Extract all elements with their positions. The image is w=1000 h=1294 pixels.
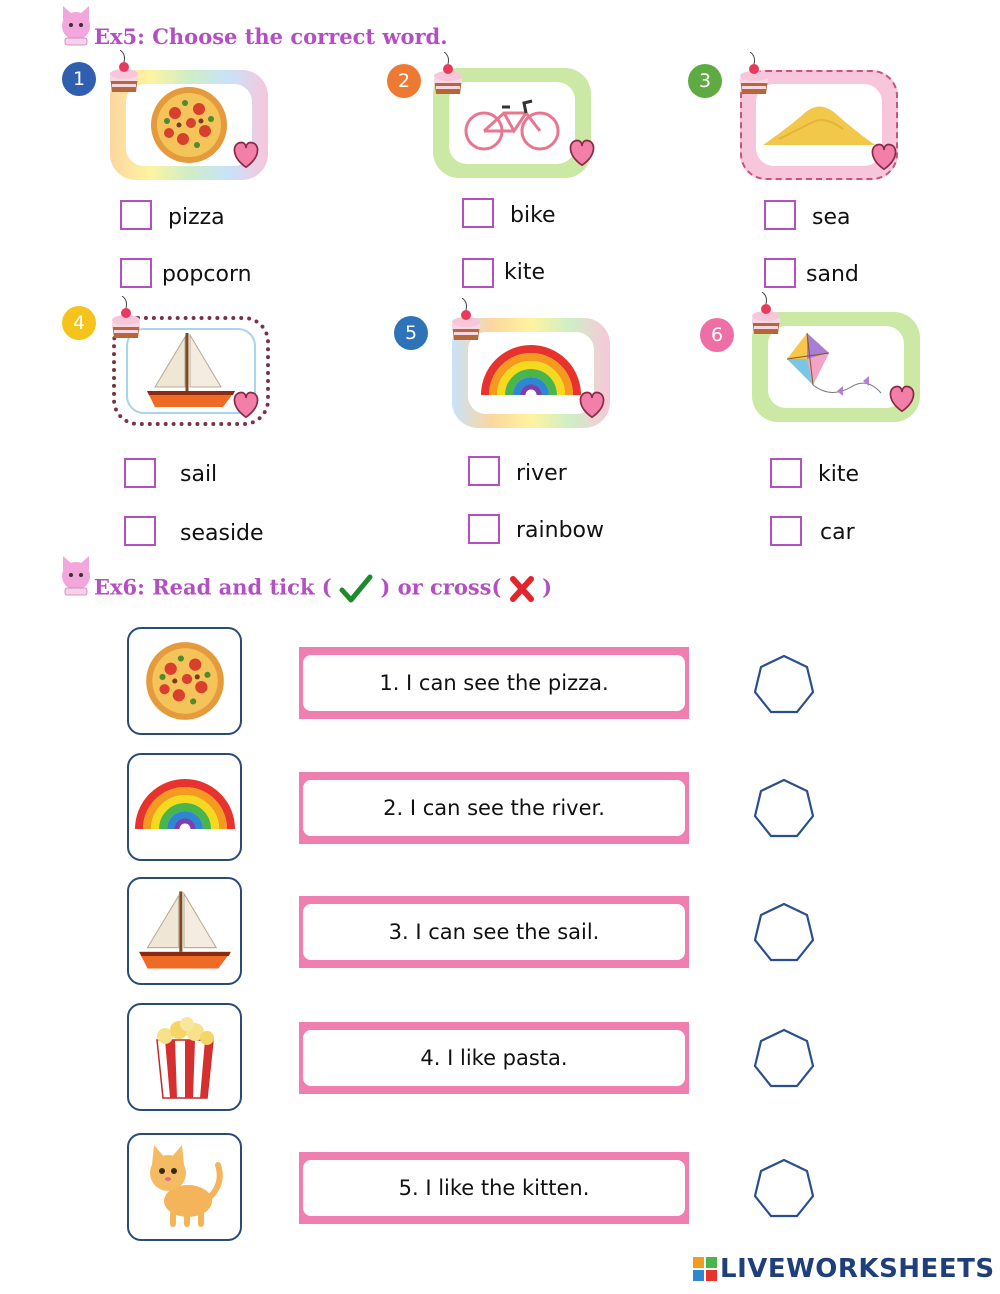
answer-heptagon[interactable] [752,1028,816,1090]
answer-heptagon[interactable] [752,902,816,964]
heart-icon [228,140,264,172]
cupcake-icon [746,292,786,336]
option-label: car [820,520,855,545]
option-label: pizza [168,205,225,230]
checkbox-sand[interactable] [764,258,796,288]
option-label: river [516,461,567,486]
bike-icon [462,93,562,153]
answer-heptagon[interactable] [752,654,816,716]
checkbox-seaside[interactable] [124,516,156,546]
option-label: kite [818,462,860,487]
number-badge: 1 [62,62,96,96]
checkbox-kite[interactable] [462,258,494,288]
logo-text: LIVEWORKSHEETS [720,1254,995,1284]
sentence-frame [299,1022,689,1094]
cupcake-icon [428,52,468,96]
checkbox-pizza[interactable] [120,200,152,230]
ex5-heading: Ex5: Choose the correct word. [94,24,448,49]
checkbox-sea[interactable] [764,200,796,230]
number-badge: 5 [394,316,428,350]
rainbow-icon [135,777,235,837]
cupcake-icon [104,50,144,94]
liveworksheets-logo-icon [692,1256,718,1282]
picture-box [127,1133,242,1241]
rainbow-icon [481,343,581,403]
sentence-frame [299,647,689,719]
option-label: sea [812,205,851,230]
pizza-icon [144,82,234,168]
cupcake-icon [734,52,774,96]
ex6-heading-part: Ex6: Read and tick ( [94,574,332,600]
popcorn-icon [145,1011,225,1103]
option-label: kite [504,260,546,285]
checkbox-bike[interactable] [462,198,494,228]
sentence-frame [299,896,689,968]
option-label: seaside [180,521,264,546]
option-label: sand [806,262,859,287]
kite-icon [781,329,891,405]
ex6-heading [94,574,552,604]
number-badge: 3 [688,64,722,98]
kitten-mascot-icon [56,552,96,600]
sailboat-icon [135,887,235,975]
picture-box [127,877,242,985]
sand-icon [759,95,879,155]
pizza-icon [139,637,231,725]
sentence-text: 4. I like pasta. [303,1030,685,1086]
sentence-text: 1. I can see the pizza. [303,655,685,711]
picture-box [127,753,242,861]
heart-icon [574,390,610,422]
kitten-icon [140,1141,230,1233]
sentence-text: 3. I can see the sail. [303,904,685,960]
checkbox-sail[interactable] [124,458,156,488]
heart-icon [884,384,920,416]
cross-icon [509,575,535,603]
heart-icon [228,390,264,422]
cupcake-icon [106,296,146,340]
checkbox-kite-6[interactable] [770,458,802,488]
picture-box [127,627,242,735]
checkbox-car[interactable] [770,516,802,546]
sentence-text: 2. I can see the river. [303,780,685,836]
liveworksheets-logo[interactable] [692,1254,995,1284]
tick-icon [339,574,373,604]
heart-icon [564,138,600,170]
picture-box [127,1003,242,1111]
sentence-text: 5. I like the kitten. [303,1160,685,1216]
heart-icon [866,142,902,174]
answer-heptagon[interactable] [752,778,816,840]
number-badge: 2 [387,64,421,98]
option-label: rainbow [516,518,604,543]
cupcake-icon [446,298,486,342]
checkbox-popcorn[interactable] [120,258,152,288]
ex6-heading-part: ) or cross( [380,574,502,600]
sailboat-icon [146,331,236,411]
ex6-heading-part: ) [542,574,553,600]
option-label: sail [180,462,218,487]
option-label: bike [510,203,556,228]
answer-heptagon[interactable] [752,1158,816,1220]
checkbox-rainbow[interactable] [468,514,500,544]
option-label: popcorn [162,262,252,287]
sentence-frame [299,1152,689,1224]
kitten-mascot-icon [56,2,96,50]
sentence-frame [299,772,689,844]
number-badge: 6 [700,318,734,352]
checkbox-river[interactable] [468,456,500,486]
number-badge: 4 [62,306,96,340]
